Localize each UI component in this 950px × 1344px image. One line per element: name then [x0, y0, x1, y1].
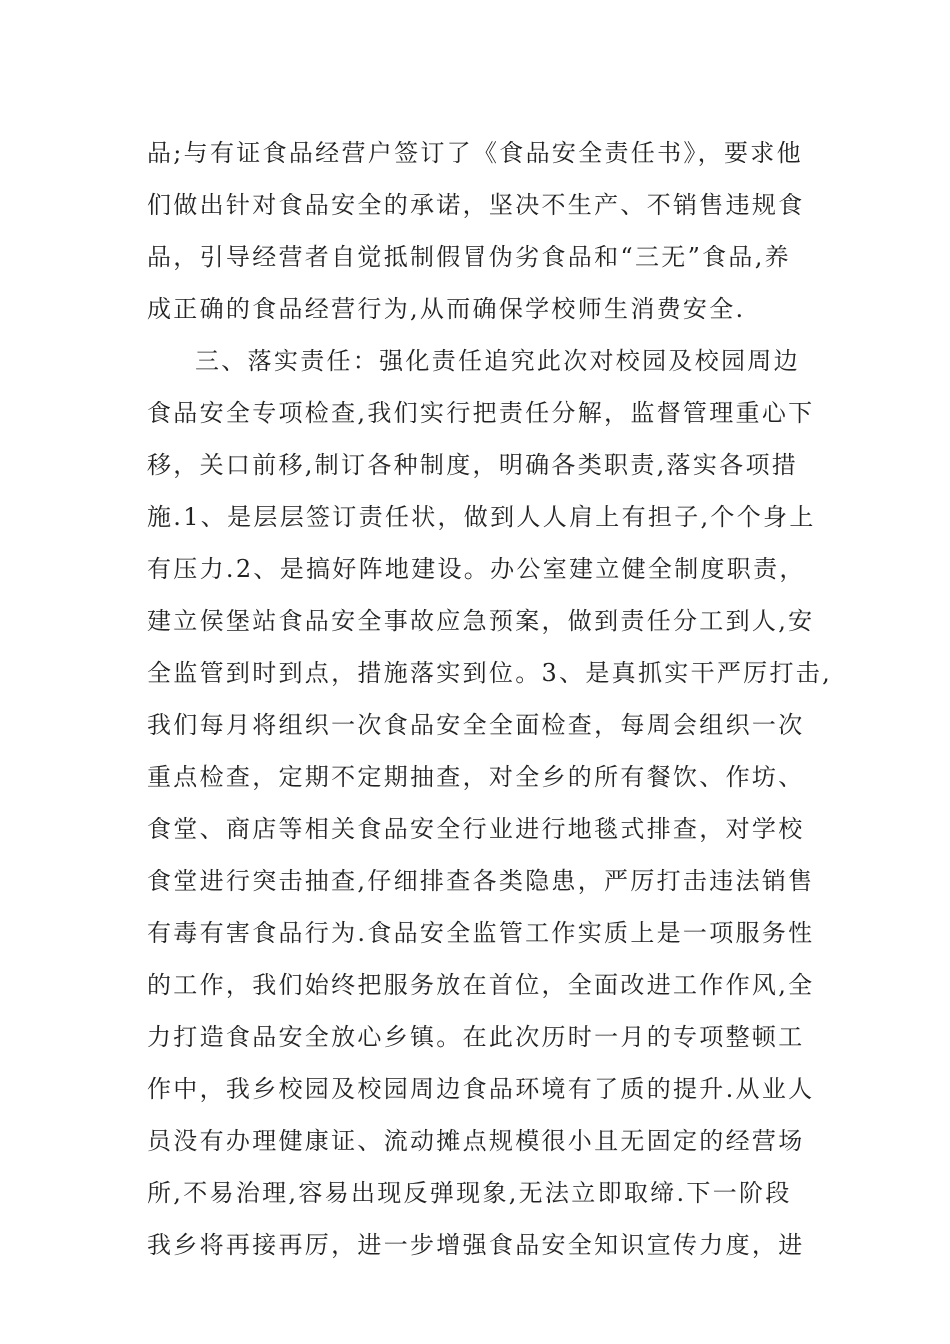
text-line: 员没有办理健康证、流动摊点规模很小且无固定的经营场	[147, 1127, 805, 1155]
text-line: 施.1、是层层签订责任状，做到人人肩上有担子,个个身上	[147, 503, 816, 531]
text-line: 我乡将再接再厉，进一步增强食品安全知识宣传力度，进	[147, 1231, 805, 1259]
text-line: 重点检查，定期不定期抽查，对全乡的所有餐饮、作坊、	[147, 763, 805, 791]
text-line: 移，关口前移,制订各种制度，明确各类职责,落实各项措	[147, 451, 799, 479]
text-line: 们做出针对食品安全的承诺，坚决不生产、不销售违规食	[147, 191, 805, 219]
text-line: 食堂、商店等相关食品安全行业进行地毯式排查，对学校	[147, 815, 805, 843]
text-line: 力打造食品安全放心乡镇。在此次历时一月的专项整顿工	[147, 1023, 805, 1051]
text-line: 作中，我乡校园及校园周边食品环境有了质的提升.从业人	[147, 1075, 815, 1103]
text-line: 成正确的食品经营行为,从而确保学校师生消费安全.	[147, 295, 746, 323]
document-body	[147, 127, 832, 1271]
text-line: 我们每月将组织一次食品安全全面检查，每周会组织一次	[147, 711, 805, 739]
text-line: 品，引导经营者自觉抵制假冒伪劣食品和“三无”食品,养	[147, 243, 791, 271]
paragraph-start-line: 三、落实责任：强化责任追究此次对校园及校园周边	[195, 347, 800, 375]
text-line: 全监管到时到点，措施落实到位。3、是真抓实干严厉打击,	[147, 659, 832, 687]
text-line: 食堂进行突击抽查,仔细排查各类隐患，严厉打击违法销售	[147, 867, 815, 895]
text-line: 有毒有害食品行为.食品安全监管工作实质上是一项服务性	[147, 919, 815, 947]
text-line: 品;与有证食品经营户签订了《食品安全责任书》，要求他	[147, 139, 803, 167]
text-line: 建立侯堡站食品安全事故应急预案，做到责任分工到人,安	[147, 607, 815, 635]
text-line: 有压力.2、是搞好阵地建设。办公室建立健全制度职责，	[147, 555, 806, 583]
text-line: 食品安全专项检查,我们实行把责任分解，监督管理重心下	[147, 399, 815, 427]
text-line: 所,不易治理,容易出现反弹现象,无法立即取缔.下一阶段	[147, 1179, 792, 1207]
text-line: 的工作，我们始终把服务放在首位，全面改进工作作风,全	[147, 971, 815, 999]
